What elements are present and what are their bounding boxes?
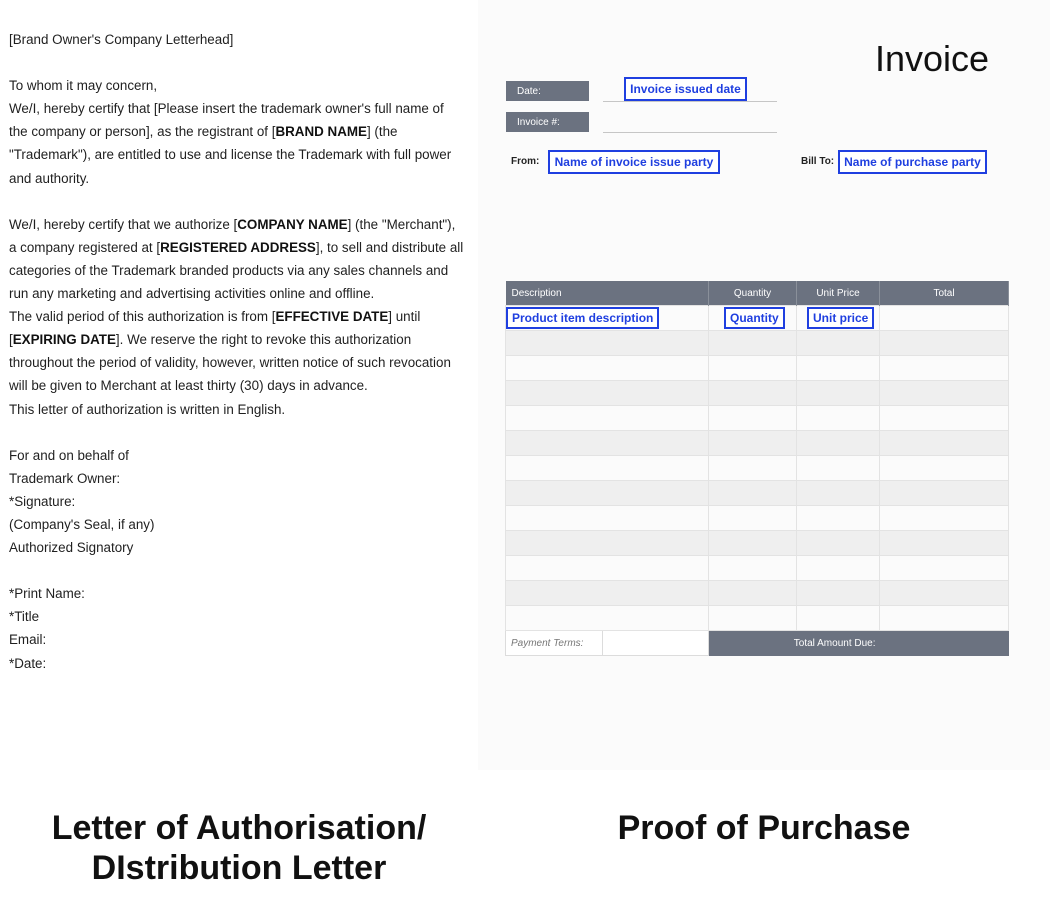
- column-header-quantity: Quantity: [709, 281, 797, 306]
- invoice-title: Invoice: [875, 38, 990, 79]
- quantity-field[interactable]: Quantity: [724, 307, 785, 329]
- table-row: [506, 381, 1009, 406]
- total-cell[interactable]: [880, 306, 1009, 331]
- table-row: [506, 431, 1009, 456]
- letter-paragraph-authorization: We/I, hereby certify that we authorize [COMPANY NAME] (the "Merchant"), a company registered at [REGISTERED ADDRESS], to sell and distribute all categories of the Trademark branded products via any sales channels and run any marketing and advertising activities online and offline.: [9, 216, 464, 302]
- table-row: [506, 581, 1009, 606]
- invoice-date-field[interactable]: Invoice issued date: [624, 77, 747, 101]
- table-row: [506, 481, 1009, 506]
- letterhead-placeholder: [Brand Owner's Company Letterhead]: [9, 32, 234, 47]
- salutation: To whom it may concern,: [9, 78, 158, 94]
- invoice-number-label: Invoice #:: [506, 112, 589, 132]
- date-underline: [603, 101, 777, 102]
- signature-line: (Company's Seal, if any): [9, 516, 155, 532]
- payment-terms-label: Payment Terms:: [506, 631, 603, 656]
- detail-line: *Title: [9, 609, 40, 625]
- table-row: [506, 506, 1009, 531]
- caption-authorization-letter: Letter of Authorisation/ DIstribution Letter: [51, 809, 427, 887]
- table-row: [506, 306, 1009, 331]
- bill-to-field[interactable]: Name of purchase party: [838, 150, 987, 174]
- detail-line: *Print Name:: [9, 586, 85, 602]
- detail-line: Email:: [9, 632, 47, 648]
- authorization-letter: [9, 28, 464, 675]
- unit-price-field[interactable]: Unit price: [807, 307, 874, 329]
- bill-to-label: Bill To:: [801, 156, 835, 167]
- signature-line: *Signature:: [9, 493, 76, 509]
- total-amount-due-value: [880, 631, 1009, 656]
- column-header-unit-price: Unit Price: [797, 281, 880, 306]
- letter-paragraph-language: This letter of authorization is written in English.: [9, 401, 286, 417]
- table-row: [506, 456, 1009, 481]
- invoice-number-field[interactable]: [603, 132, 777, 133]
- table-row: [506, 406, 1009, 431]
- from-label: From:: [511, 156, 540, 167]
- description-field[interactable]: Product item description: [506, 307, 659, 329]
- payment-terms-field[interactable]: [603, 631, 709, 656]
- invoice-items-table: [505, 281, 1009, 656]
- from-field[interactable]: Name of invoice issue party: [548, 150, 720, 174]
- date-label: Date:: [506, 81, 589, 101]
- table-footer-row: [506, 631, 1009, 656]
- table-row: [506, 531, 1009, 556]
- table-row: [506, 556, 1009, 581]
- table-row: [506, 356, 1009, 381]
- letter-paragraph-validity: The valid period of this authorization is from [EFFECTIVE DATE] until [EXPIRING DATE]. We reserve the right to revoke this authorization throughout the period of validity, however, written notice of such revocation will be given to Merchant at least thirty (30) days in advance.: [9, 309, 451, 394]
- caption-proof-of-purchase: Proof of Purchase: [617, 809, 911, 847]
- signature-line: For and on behalf of: [9, 447, 129, 463]
- column-header-total: Total: [880, 281, 1009, 306]
- detail-line: *Date:: [9, 655, 47, 671]
- column-header-description: Description: [506, 281, 709, 306]
- signature-line: Trademark Owner:: [9, 470, 121, 486]
- letter-paragraph-trademark: We/I, hereby certify that [Please insert the trademark owner's full name of the company or person], as the registrant of [BRAND NAME] (the "Trademark"), are entitled to use and license the Trademark with full power and authority.: [9, 101, 452, 186]
- total-amount-due-label: Total Amount Due:: [709, 631, 880, 656]
- signature-line: Authorized Signatory: [9, 540, 134, 556]
- table-row: [506, 331, 1009, 356]
- table-row: [506, 606, 1009, 631]
